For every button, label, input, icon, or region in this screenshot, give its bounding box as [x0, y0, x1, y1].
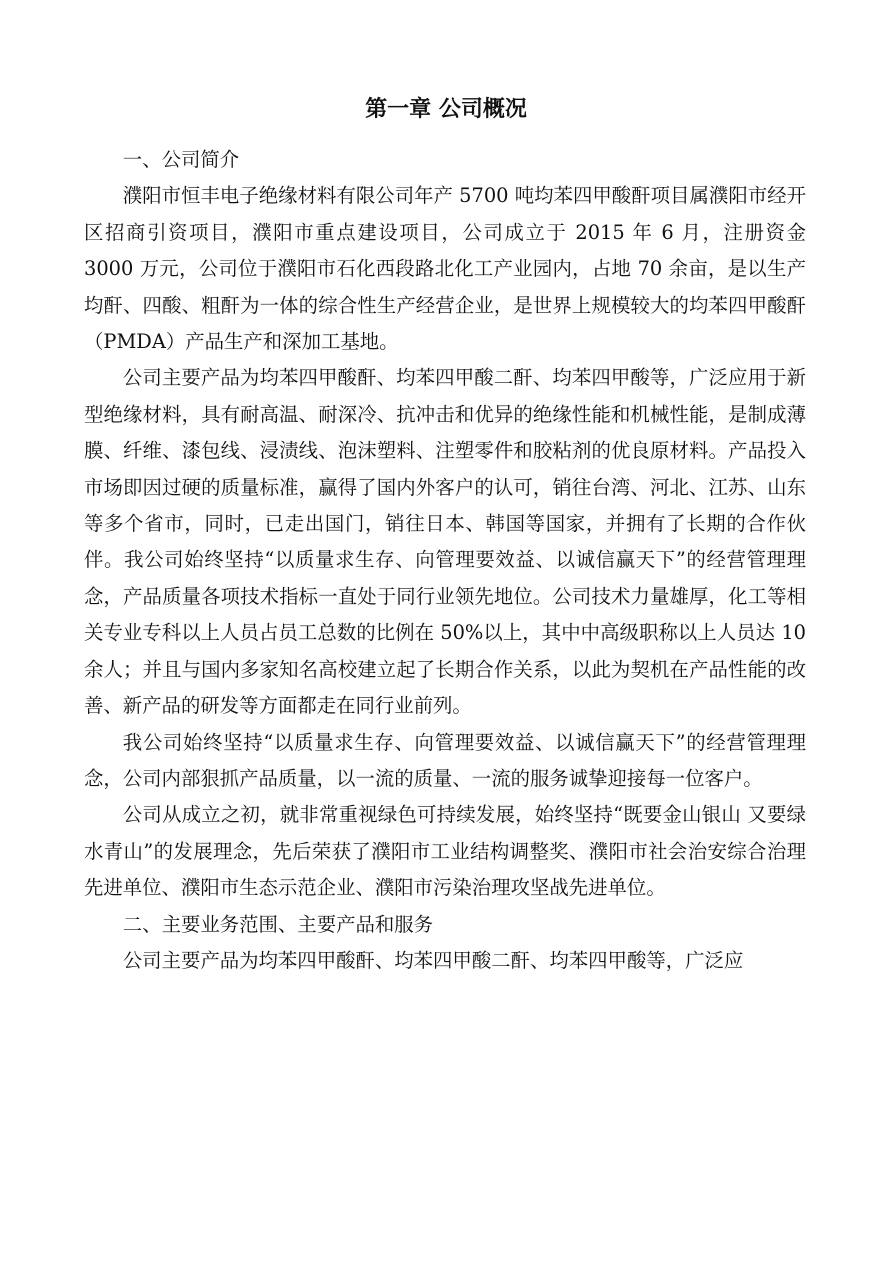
section-heading-business-scope: 二、主要业务范围、主要产品和服务	[122, 912, 434, 936]
paragraph-management-philosophy: 我公司始终坚持“以质量求生存、向管理要效益、以诚信赢天下”的经营管理理念，公司内部狠抓产品质量，以一流的质量、一流的服务诚挚迎接每一位客户。	[84, 730, 806, 790]
paragraph-main-products: 公司主要产品为均苯四甲酸酐、均苯四甲酸二酐、均苯四甲酸等，广泛应用于新型绝缘材料，具有耐高温、耐深冷、抗冲击和优异的绝缘性能和机械性能，是制成薄膜、纤维、漆包线、浸渍线、泡沫塑料、注塑零件和胶粘剂的优良原材料。产品投入市场即因过硬的质量标准，赢得了国内外客户的认可，销往台湾、河北、江苏、山东等多个省市，同时，已走出国门，销往日本、韩国等国家，并拥有了长期的合作伙伴。我公司始终坚持“以质量求生存、向管理要效益、以诚信赢天下”的经营管理理念，产品质量各项技术指标一直处于同行业领先地位。公司技术力量雄厚，化工等相关专业专科以上人员占员工总数的比例在 50%以上，其中中高级职称以上人员达 10 余人；并且与国内多家知名高校建立起了长期合作关系，以此为契机在产品性能的改善、新产品的研发等方面都走在同行业前列。	[84, 366, 806, 718]
paragraph-company-intro: 濮阳市恒丰电子绝缘材料有限公司年产 5700 吨均苯四甲酸酐项目属濮阳市经开区招商引资项目，濮阳市重点建设项目，公司成立于 2015 年 6 月，注册资金 3000 万元，公司位于濮阳市石化西段路北化工产业园内，占地 70 余亩，是以生产均酐、四酸、粗酐为一体的综合性生产经营企业，是世界上规模较大的均苯四甲酸酐（PMDA）产品生产和深加工基地。	[84, 184, 806, 354]
paragraph-green-development: 公司从成立之初，就非常重视绿色可持续发展，始终坚持“既要金山银山 又要绿水青山”的发展理念，先后荣获了濮阳市工业结构调整奖、濮阳市社会治安综合治理先进单位、濮阳市生态示范企业、濮阳市污染治理攻坚战先进单位。	[84, 803, 806, 900]
document-body	[84, 142, 806, 979]
paragraph-business-products: 公司主要产品为均苯四甲酸酐、均苯四甲酸二酐、均苯四甲酸等，广泛应	[122, 948, 744, 972]
section-heading-company-profile: 一、公司简介	[122, 148, 240, 171]
chapter-title: 第一章 公司概况	[365, 96, 527, 122]
